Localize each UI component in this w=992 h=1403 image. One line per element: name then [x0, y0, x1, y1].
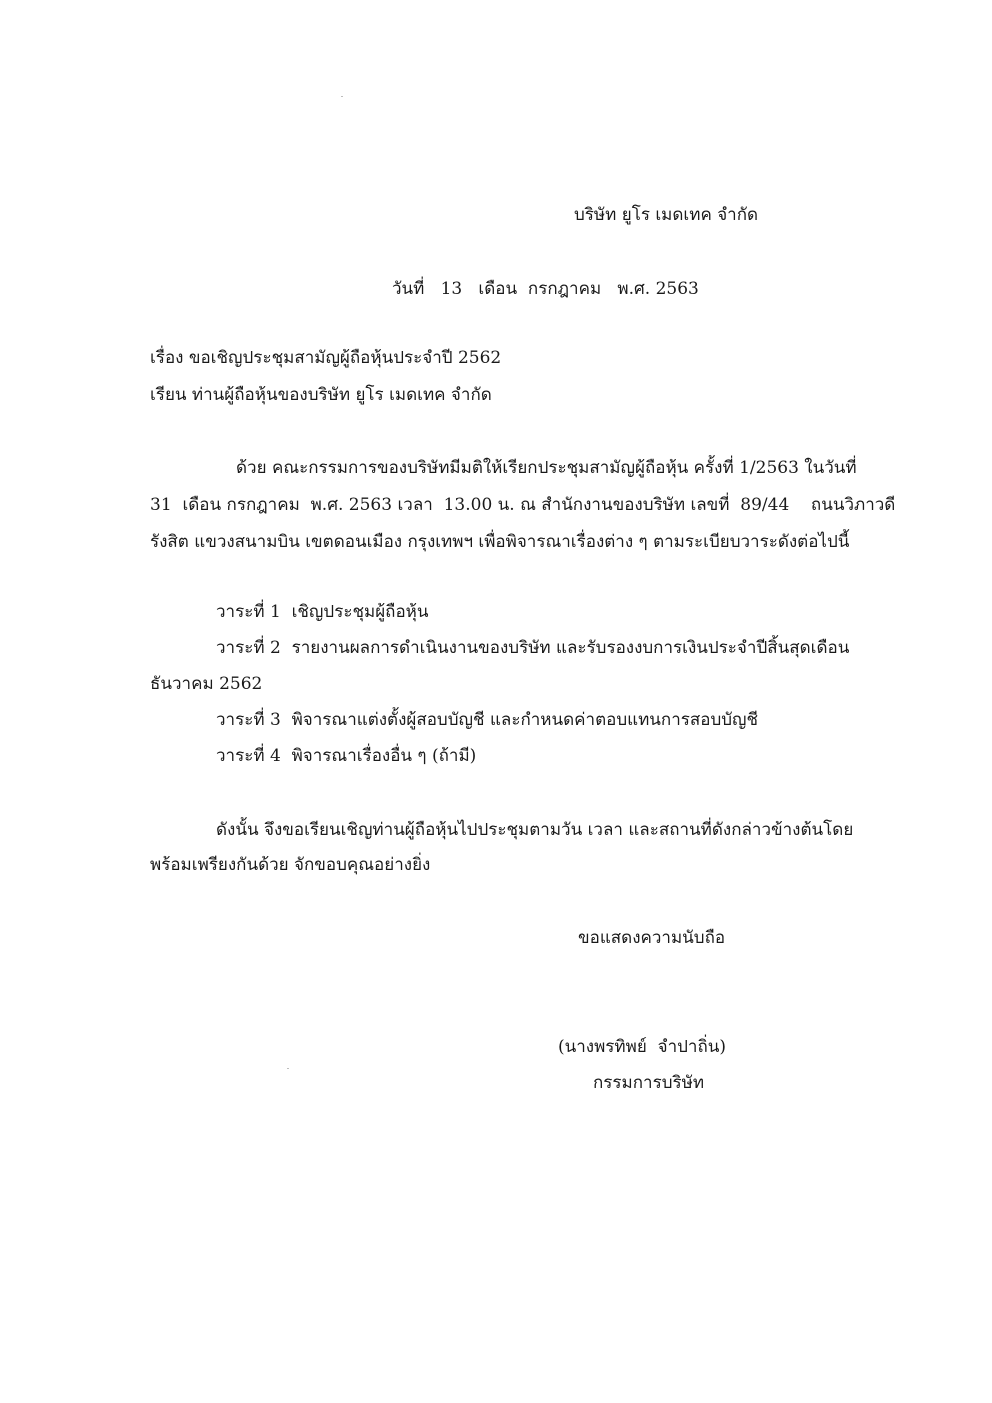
scan-speck — [341, 96, 343, 97]
body-paragraph-line: รังสิต แขวงสนามบิน เขตดอนเมือง กรุงเทพฯ เพื่อพิจารณาเรื่องต่าง ๆ ตามระเบียบวาระดังต่อไปนี้ — [150, 532, 850, 552]
closing-paragraph-line: พร้อมเพรียงกันด้วย จักขอบคุณอย่างยิ่ง — [150, 855, 431, 875]
company-name: บริษัท ยูโร เมดเทค จำกัด — [574, 205, 759, 225]
agenda-item-3: วาระที่ 3 พิจารณาแต่งตั้งผู้สอบบัญชี และกำหนดค่าตอบแทนการสอบบัญชี — [216, 710, 759, 730]
body-paragraph-line: 31 เดือน กรกฎาคม พ.ศ. 2563 เวลา 13.00 น. ณ สำนักงานของบริษัท เลขที่ 89/44 ถนนวิภาวดี — [150, 495, 896, 515]
body-paragraph-line: ด้วย คณะกรรมการของบริษัทมีมติให้เรียกประชุมสามัญผู้ถือหุ้น ครั้งที่ 1/2563 ในวันที่ — [236, 458, 857, 478]
signatory-position: กรรมการบริษัท — [593, 1073, 705, 1093]
agenda-item-1: วาระที่ 1 เชิญประชุมผู้ถือหุ้น — [216, 602, 429, 622]
letter-date: วันที่ 13 เดือน กรกฎาคม พ.ศ. 2563 — [392, 279, 699, 299]
salutation-line: เรียน ท่านผู้ถือหุ้นของบริษัท ยูโร เมดเทค จำกัด — [150, 385, 492, 405]
signatory-name: (นางพรทิพย์ จำปาถิ่น) — [558, 1037, 727, 1057]
complimentary-close: ขอแสดงความนับถือ — [578, 928, 726, 948]
agenda-item-4: วาระที่ 4 พิจารณาเรื่องอื่น ๆ (ถ้ามี) — [216, 746, 477, 766]
subject-line: เรื่อง ขอเชิญประชุมสามัญผู้ถือหุ้นประจำปี 2562 — [150, 348, 502, 368]
agenda-item-2: วาระที่ 2 รายงานผลการดำเนินงานของบริษัท และรับรองงบการเงินประจำปีสิ้นสุดเดือน — [216, 638, 850, 658]
agenda-item-2-continuation: ธันวาคม 2562 — [150, 674, 263, 694]
closing-paragraph-line: ดังนั้น จึงขอเรียนเชิญท่านผู้ถือหุ้นไปประชุมตามวัน เวลา และสถานที่ดังกล่าวข้างต้นโดย — [216, 820, 854, 840]
scan-speck — [287, 1068, 289, 1069]
